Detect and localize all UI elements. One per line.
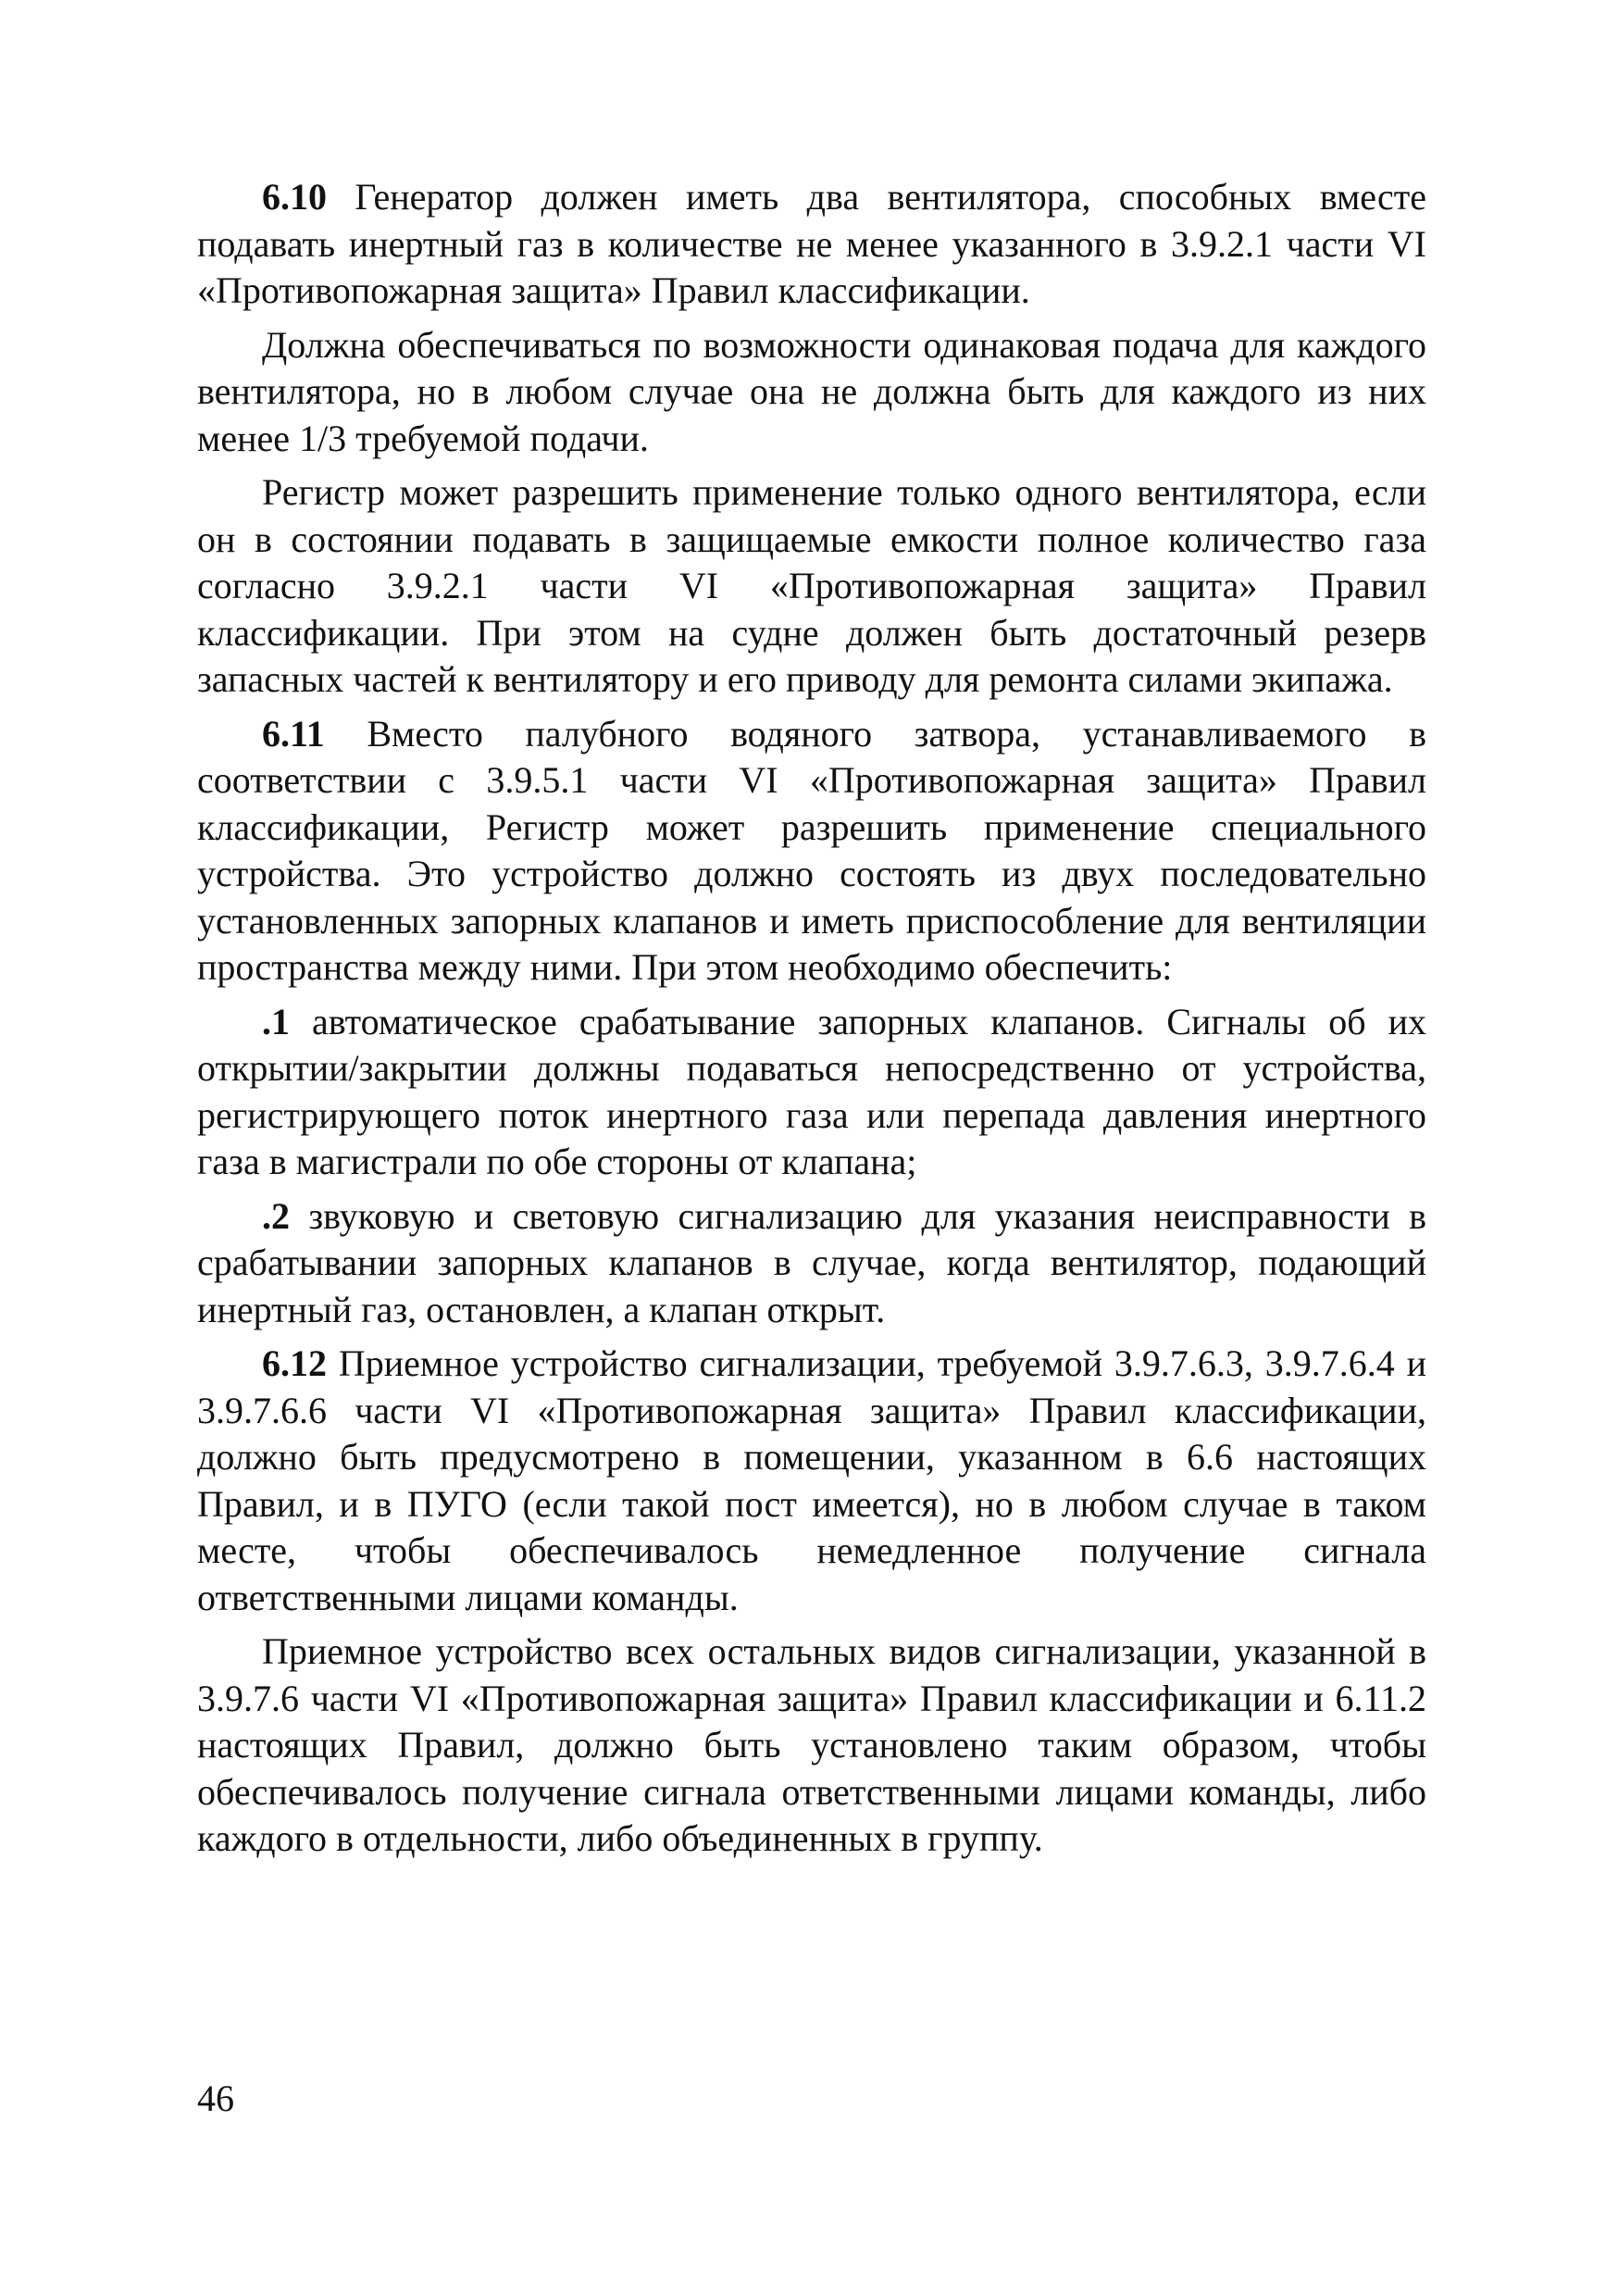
paragraph-text: Должна обеспечиваться по возможности одинаковая подача для каждого вентилятора, но в любом случае она не должна быть для каждого из них менее 1/3 требуемой подачи. bbox=[197, 323, 1426, 459]
clause-number: 6.11 bbox=[262, 712, 325, 755]
paragraph-6-11 bbox=[197, 711, 1426, 992]
paragraph-6-10 bbox=[197, 174, 1426, 315]
paragraph-text: Регистр может разрешить применение только одного вентилятора, если он в состоянии подавать в защищаемые емкости полное количество газа согласно 3.9.2.1 части VI «Противопожарная защита» Правил классификации. При этом на судне должен быть достаточный резерв запасных частей к вентилятору и его приводу для ремонта силами экипажа. bbox=[197, 471, 1426, 700]
clause-number: 6.10 bbox=[262, 176, 327, 218]
paragraph-single-fan bbox=[197, 469, 1426, 704]
paragraph-text: Вместо палубного водяного затвора, устанавливаемого в соответствии с 3.9.5.1 части VI «Противопожарная защита» Правил классификации, Регистр может разрешить применение специального устройства. Это устройство должно состоять из двух последовательно установленных запорных клапанов и иметь приспособление для вентиляции пространства между ними. При этом необходимо обеспечить: bbox=[197, 712, 1426, 988]
list-item-text: автоматическое срабатывание запорных клапанов. Сигналы об их открытии/закрытии должны подаваться непосредственно от устройства, регистрирующего поток инертного газа или перепада давления инертного газа в магистрали по обе стороны от клапана; bbox=[197, 1000, 1426, 1182]
paragraph-other-alarms bbox=[197, 1628, 1426, 1863]
paragraph-6-12 bbox=[197, 1341, 1426, 1621]
page-number: 46 bbox=[197, 2078, 234, 2119]
list-item-text: звуковую и световую сигнализацию для указания неисправности в срабатывании запорных клапанов в случае, когда вентилятор, подающий инертный газ, остановлен, а клапан открыт. bbox=[197, 1194, 1426, 1330]
list-item-1 bbox=[197, 999, 1426, 1186]
paragraph-text: Приемное устройство всех остальных видов сигнализации, указанной в 3.9.7.6 части VI «Противопожарная защита» Правил классификации и 6.11.2 настоящих Правил, должно быть установлено таким образом, чтобы обеспечивалось получение сигнала ответственными лицами команды, либо каждого в отдельности, либо объединенных в группу. bbox=[197, 1630, 1426, 1859]
paragraph-text: Приемное устройство сигнализации, требуемой 3.9.7.6.3, 3.9.7.6.4 и 3.9.7.6.6 части VI «Противопожарная защита» Правил классификации, должно быть предусмотрено в помещении, указанном в 6.6 настоящих Правил, и в ПУГО (если такой пост имеется), но в любом случае в таком месте, чтобы обеспечивалось немедленное получение сигнала ответственными лицами команды. bbox=[197, 1342, 1426, 1618]
paragraph-text: Генератор должен иметь два вентилятора, способных вместе подавать инертный газ в количестве не менее указанного в 3.9.2.1 части VI «Противопожарная защита» Правил классификации. bbox=[197, 176, 1426, 311]
body-text bbox=[197, 174, 1426, 1863]
paragraph-fan-supply bbox=[197, 322, 1426, 463]
clause-number: 6.12 bbox=[262, 1342, 327, 1384]
list-item-number: .2 bbox=[262, 1194, 290, 1237]
list-item-2 bbox=[197, 1193, 1426, 1334]
list-item-number: .1 bbox=[262, 1000, 290, 1042]
